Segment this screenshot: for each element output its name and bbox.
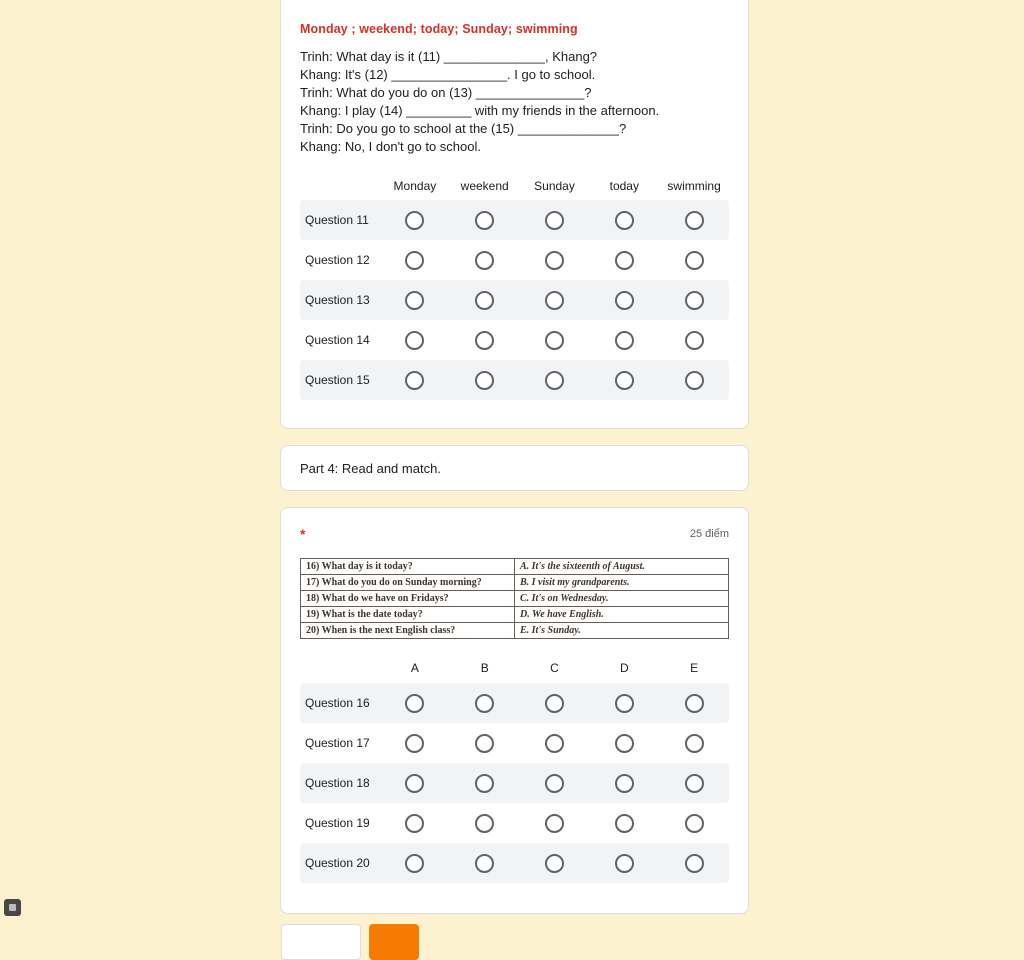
radio-q12-swimming[interactable] (659, 240, 729, 280)
column-header-weekend: weekend (460, 179, 509, 193)
radio-q20-d[interactable] (589, 843, 659, 883)
radio-q12-sunday[interactable] (520, 240, 590, 280)
match-table-row-18 (301, 591, 729, 607)
radio-q18-e[interactable] (659, 763, 729, 803)
dialogue-line-3: Trinh: What do you do on (13) _______________? (300, 85, 592, 100)
match-answer-d: D. We have English. (515, 607, 729, 623)
word-bank-text: Monday ; weekend; today; Sunday; swimming (300, 22, 578, 36)
radio-q16-c[interactable] (520, 683, 590, 723)
radio-q19-d[interactable] (589, 803, 659, 843)
column-header-a: A (410, 661, 419, 675)
match-answer-c: C. It's on Wednesday. (515, 591, 729, 607)
radio-q17-b[interactable] (450, 723, 520, 763)
radio-q12-weekend[interactable] (450, 240, 520, 280)
match-question-card (280, 507, 749, 914)
column-header-sunday: Sunday (534, 179, 575, 193)
match-question-20: 20) When is the next English class? (301, 623, 515, 639)
match-table-row-17 (301, 575, 729, 591)
column-header-monday: Monday (393, 179, 437, 193)
match-answer-e: E. It's Sunday. (515, 623, 729, 639)
radio-q19-a[interactable] (380, 803, 450, 843)
section-title: Part 4: Read and match. (300, 460, 441, 476)
next-button[interactable] (369, 924, 419, 960)
grid-row-question-11 (300, 200, 729, 240)
radio-q14-swimming[interactable] (659, 320, 729, 360)
radio-q19-b[interactable] (450, 803, 520, 843)
radio-q20-a[interactable] (380, 843, 450, 883)
grid-header-row (300, 653, 729, 683)
row-label-question-11: Question 11 (305, 213, 369, 227)
grid-row-question-17 (300, 723, 729, 763)
radio-q19-c[interactable] (520, 803, 590, 843)
radio-q17-e[interactable] (659, 723, 729, 763)
points-label: 25 điểm (689, 528, 729, 540)
feedback-icon[interactable] (4, 899, 21, 916)
radio-q14-sunday[interactable] (520, 320, 590, 360)
dialogue-line-2: Khang: It's (12) ________________. I go to school. (300, 67, 596, 82)
column-header-d: D (619, 661, 629, 675)
grid-row-question-20 (300, 843, 729, 883)
radio-q16-a[interactable] (380, 683, 450, 723)
row-label-question-18: Question 18 (305, 776, 370, 790)
row-label-question-16: Question 16 (305, 696, 370, 710)
radio-q18-d[interactable] (589, 763, 659, 803)
radio-q13-swimming[interactable] (659, 280, 729, 320)
row-label-question-15: Question 15 (305, 373, 370, 387)
radio-q16-d[interactable] (589, 683, 659, 723)
radio-q16-b[interactable] (450, 683, 520, 723)
radio-grid-questions-11-15 (300, 172, 729, 400)
radio-q11-monday[interactable] (380, 200, 450, 240)
match-question-18: 18) What do we have on Fridays? (301, 591, 515, 607)
grid-row-question-19 (300, 803, 729, 843)
dialogue-line-1: Trinh: What day is it (11) ______________, Khang? (300, 49, 598, 64)
radio-q11-weekend[interactable] (450, 200, 520, 240)
radio-q12-monday[interactable] (380, 240, 450, 280)
radio-q13-sunday[interactable] (520, 280, 590, 320)
match-table-row-19 (301, 607, 729, 623)
radio-q17-c[interactable] (520, 723, 590, 763)
radio-q14-today[interactable] (589, 320, 659, 360)
column-header-swimming: swimming (667, 179, 721, 193)
dialogue-line-5: Trinh: Do you go to school at the (15) ______________? (300, 121, 627, 136)
radio-q17-a[interactable] (380, 723, 450, 763)
radio-q11-today[interactable] (589, 200, 659, 240)
radio-q14-monday[interactable] (380, 320, 450, 360)
radio-q15-sunday[interactable] (520, 360, 590, 400)
radio-q15-monday[interactable] (380, 360, 450, 400)
radio-q14-weekend[interactable] (450, 320, 520, 360)
radio-q11-swimming[interactable] (659, 200, 729, 240)
radio-q18-a[interactable] (380, 763, 450, 803)
radio-q15-swimming[interactable] (659, 360, 729, 400)
column-header-today: today (609, 179, 639, 193)
radio-q15-today[interactable] (589, 360, 659, 400)
dialogue-question-card (280, 0, 749, 429)
dialogue-line-6: Khang: No, I don't go to school. (300, 139, 481, 154)
grid-row-question-16 (300, 683, 729, 723)
grid-row-question-18 (300, 763, 729, 803)
match-question-16: 16) What day is it today? (301, 559, 515, 575)
radio-q13-monday[interactable] (380, 280, 450, 320)
grid-header-row (300, 172, 729, 200)
back-button[interactable] (281, 924, 361, 960)
column-header-e: E (690, 661, 699, 675)
radio-q20-b[interactable] (450, 843, 520, 883)
required-asterisk: * (300, 526, 306, 542)
match-table-row-20 (301, 623, 729, 639)
match-answer-a: A. It's the sixteenth of August. (515, 559, 729, 575)
radio-q18-b[interactable] (450, 763, 520, 803)
dialogue-line-4: Khang: I play (14) _________ with my friends in the afternoon. (300, 103, 660, 118)
grid-row-question-12 (300, 240, 729, 280)
form-column (280, 0, 749, 930)
radio-grid-questions-16-20 (300, 653, 729, 883)
row-label-question-20: Question 20 (305, 856, 370, 870)
question-meta-row (300, 526, 729, 542)
radio-q13-today[interactable] (589, 280, 659, 320)
match-question-19: 19) What is the date today? (301, 607, 515, 623)
section-header-card (280, 445, 749, 491)
row-label-question-12: Question 12 (305, 253, 370, 267)
radio-q13-weekend[interactable] (450, 280, 520, 320)
radio-q19-e[interactable] (659, 803, 729, 843)
radio-q17-d[interactable] (589, 723, 659, 763)
grid-row-question-14 (300, 320, 729, 360)
row-label-question-19: Question 19 (305, 816, 370, 830)
radio-q18-c[interactable] (520, 763, 590, 803)
column-header-c: C (550, 661, 559, 675)
row-label-question-13: Question 13 (305, 293, 370, 307)
radio-q20-e[interactable] (659, 843, 729, 883)
dialogue-text (300, 48, 729, 156)
grid-row-question-13 (300, 280, 729, 320)
row-label-question-14: Question 14 (305, 333, 370, 347)
match-table-row-16 (301, 559, 729, 575)
radio-q16-e[interactable] (659, 683, 729, 723)
radio-q20-c[interactable] (520, 843, 590, 883)
grid-row-question-15 (300, 360, 729, 400)
radio-q11-sunday[interactable] (520, 200, 590, 240)
radio-q12-today[interactable] (589, 240, 659, 280)
match-question-17: 17) What do you do on Sunday morning? (301, 575, 515, 591)
row-label-question-17: Question 17 (305, 736, 370, 750)
match-table (300, 558, 729, 639)
radio-q15-weekend[interactable] (450, 360, 520, 400)
column-header-b: B (480, 661, 489, 675)
match-answer-b: B. I visit my grandparents. (515, 575, 729, 591)
